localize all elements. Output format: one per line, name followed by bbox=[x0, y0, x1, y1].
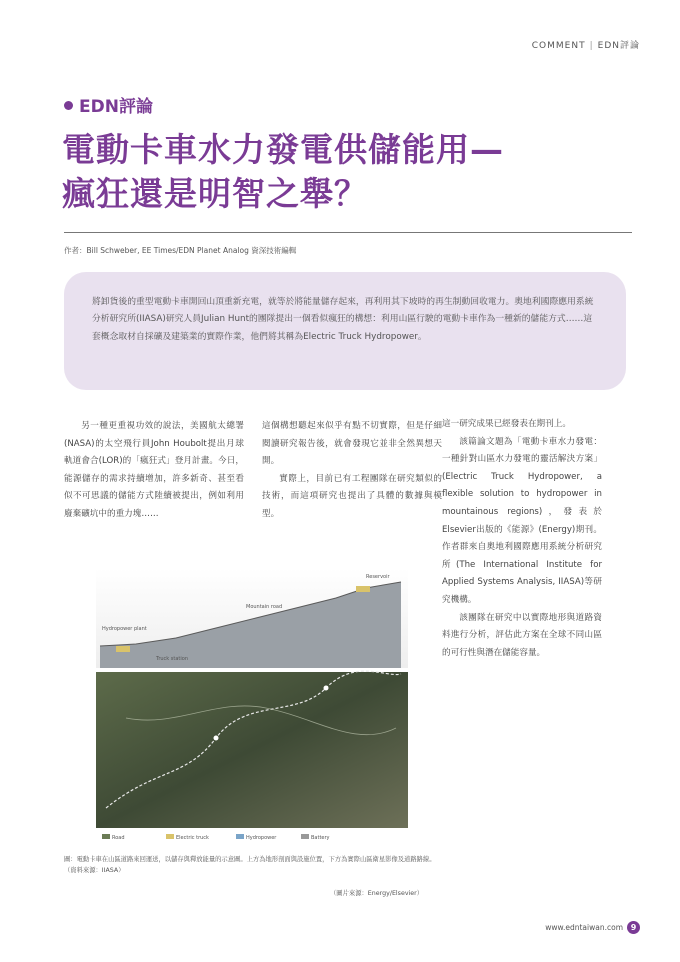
page-footer bbox=[545, 921, 640, 934]
col2-paragraph: 實際上，目前已有工程團隊在研究類似的技術，而這項研究也提出了具體的數據與模型。 bbox=[262, 473, 442, 519]
page-number: 9 bbox=[627, 921, 640, 934]
legend-swatch bbox=[301, 834, 309, 839]
title-line-1: 電動卡車水力發電供儲能用— bbox=[62, 130, 504, 169]
column-1 bbox=[64, 418, 244, 524]
bullet-icon bbox=[64, 101, 73, 110]
column-3 bbox=[442, 416, 602, 662]
satellite-image bbox=[96, 672, 408, 828]
legend-hydro: Hydropower bbox=[246, 835, 277, 841]
legend-truck: Electric truck bbox=[176, 835, 209, 841]
figure-illustration bbox=[96, 568, 408, 848]
col3-paragraph: 該團隊在研究中以實際地形與道路資料進行分析，評估此方案在全球不同山區的可行性與潛在儲能容量。 bbox=[442, 612, 602, 658]
article-title bbox=[62, 128, 642, 216]
truck-marker bbox=[356, 586, 370, 592]
header-section: COMMENT bbox=[531, 41, 586, 51]
waypoint-marker bbox=[324, 686, 329, 691]
legend-swatch bbox=[236, 834, 244, 839]
truck-marker bbox=[116, 646, 130, 652]
figure-caption: 圖：電動卡車在山區道路來回運送，以儲存與釋放能量的示意圖。上方為地形剖面與設施位置，下方為實際山區衛星影像及道路路線。（資料來源：IIASA） bbox=[64, 856, 436, 874]
legend-swatch bbox=[102, 834, 110, 839]
footer-url: www.edntaiwan.com bbox=[545, 923, 623, 932]
figure-credit: （圖片來源：Energy/Elsevier） bbox=[330, 890, 424, 897]
kicker-text: EDN評論 bbox=[79, 97, 153, 117]
column-2 bbox=[262, 418, 442, 524]
col2-paragraph: 這個構想聽起來似乎有點不切實際，但是仔細閱讀研究報告後，就會發現它並非全然異想天開。 bbox=[262, 421, 442, 467]
summary-box bbox=[64, 272, 626, 390]
summary-text: 將卸貨後的重型電動卡車開回山頂重新充電，就等於將能量儲存起來，再利用其下坡時的再生制動回收電力。奧地利國際應用系統分析研究所(IIASA)研究人員Julian Hunt的團隊提出一個看似瘋狂的構想：利用山區行駛的電動卡車作為一種新的儲能方式……這套概念取材自採礦及建築業的實際作業，他們將其稱為Electric Truck Hydropower。 bbox=[92, 297, 594, 342]
fig-label-plant: Hydropower plant bbox=[102, 626, 147, 632]
kicker bbox=[64, 92, 153, 117]
legend-swatch bbox=[166, 834, 174, 839]
legend-road: Road bbox=[112, 835, 125, 841]
waypoint-marker bbox=[214, 736, 219, 741]
running-header: COMMENT | EDN評論 bbox=[531, 41, 640, 51]
fig-label-road: Mountain road bbox=[246, 604, 283, 610]
divider bbox=[64, 232, 632, 233]
author-line: 作者：Bill Schweber, EE Times/EDN Planet Analog 資深技術編輯 bbox=[64, 246, 297, 255]
header-subsection: EDN評論 bbox=[597, 41, 640, 51]
legend-battery: Battery bbox=[311, 835, 330, 841]
fig-label-station: Truck station bbox=[156, 656, 188, 662]
col3-paragraph: 這一研究成果已經發表在期刊上。 bbox=[442, 419, 571, 429]
fig-label-reservoir: Reservoir bbox=[366, 574, 390, 580]
title-line-2: 瘋狂還是明智之舉？ bbox=[62, 174, 368, 213]
col1-paragraph: 另一種更重視功效的說法，美國航太總署(NASA)的太空飛行員John Houbolt提出月球軌道會合(LOR)的「瘋狂式」登月計畫。今日，能源儲存的需求持續增加，許多新奇、甚至看似不可思議的儲能方式陸續被提出，例如利用廢棄礦坑中的重力塊…… bbox=[64, 421, 244, 519]
col3-paragraph: 該篇論文題為「電動卡車水力發電：一種針對山區水力發電的靈活解決方案」(Electric Truck Hydropower, a flexible solution to hydropower in mountainous regions)，發表於Elsevier出版的《能源》(Energy)期刊。作者群來自奧地利國際應用系統分析研究所(The International Institute for Applied Systems Analysis, IIASA)等研究機構。 bbox=[442, 436, 602, 605]
